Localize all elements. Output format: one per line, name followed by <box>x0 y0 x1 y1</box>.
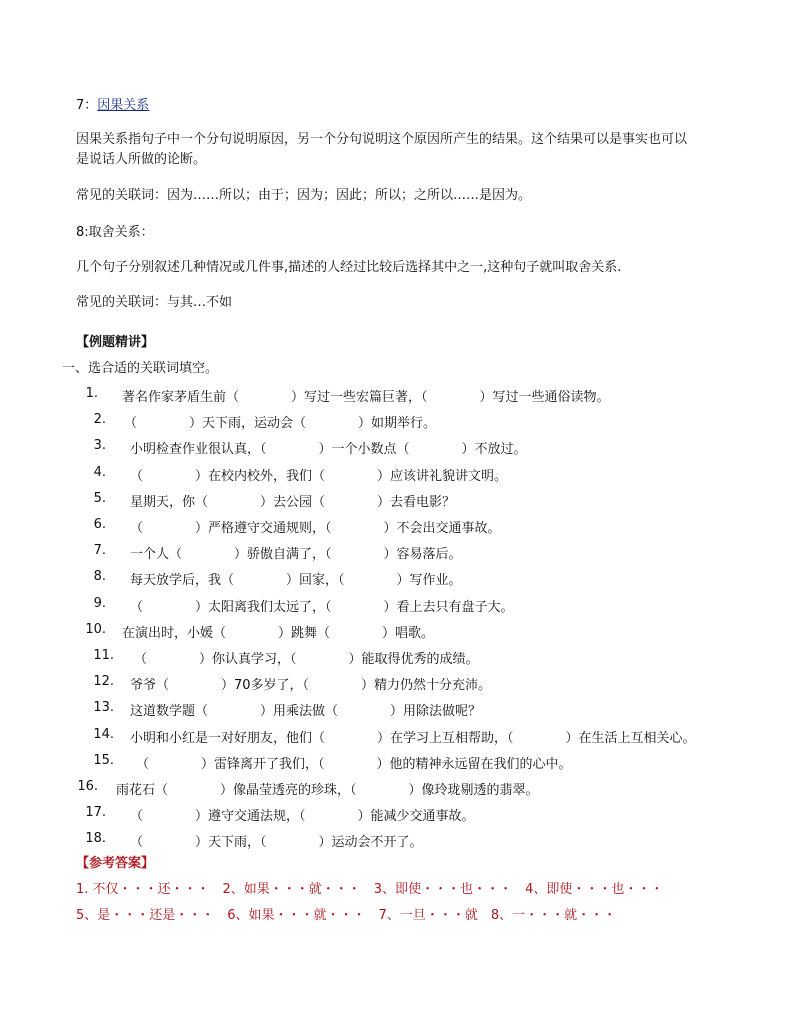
section7-heading <box>76 94 149 113</box>
section8-title: 8:取舍关系： <box>76 225 154 240</box>
question-number: 18. <box>85 831 106 847</box>
question-number: 9. <box>93 595 106 611</box>
section7-keywords: 常见的关联词：因为……所以；由于；因为；因此；所以；之所以……是因为。 <box>76 188 532 203</box>
question-text: 在演出时，小媛（ ）跳舞（ ）唱歌。 <box>122 625 435 641</box>
question-number: 2. <box>93 412 106 428</box>
question-text: （ ）天下雨，（ ）运动会不开了。 <box>130 835 423 851</box>
question-text: 每天放学后，我（ ）回家，（ ）写作业。 <box>130 573 462 589</box>
section8-paragraph: 几个句子分别叙述几种情况或几件事,描述的人经过比较后选择其中之一,这种句子就叫取舍关系. <box>76 260 622 275</box>
question-number: 6. <box>93 517 106 532</box>
question-number: 10. <box>85 621 106 637</box>
question-number: 17. <box>85 805 106 821</box>
question-number: 4. <box>93 464 106 480</box>
answers-line2: 5、是・・・还是・・・ 6、如果・・・就・・・ 7、一旦・・・就 8、一・・・就・・・ <box>76 908 617 923</box>
question-text: （ ）在校内校外，我们（ ）应该讲礼貌讲文明。 <box>130 468 508 484</box>
section7-prefix: 7： <box>76 98 98 113</box>
question-text: 小明和小红是一对好朋友，他们（ ）在学习上互相帮助，（ ）在生活上互相关心。 <box>130 730 696 746</box>
question-text: （ ）遵守交通法规，（ ）能减少交通事故。 <box>130 809 475 825</box>
answers-heading: 【参考答案】 <box>76 856 155 871</box>
question-number: 11. <box>93 648 114 663</box>
section7-title-link[interactable]: 因果关系 <box>97 98 150 113</box>
examples-heading: 【例题精讲】 <box>76 335 155 350</box>
question-number: 12. <box>93 674 114 690</box>
question-text: 星期天，你（ ）去公园（ ）去看电影？ <box>130 494 456 510</box>
answers-line1: 1. 不仅・・・还・・・ 2、如果・・・就・・・ 3、即使・・・也・・・ 4、即使・・・也・・・ <box>76 882 664 897</box>
question-text: （ ）雷锋离开了我们，（ ）他的精神永远留在我们的心中。 <box>136 756 572 772</box>
question-number: 15. <box>93 752 114 768</box>
question-text: 一个人（ ）骄傲自满了，（ ）容易落后。 <box>130 547 462 563</box>
question-number: 13. <box>93 700 114 716</box>
question-text: 雨花石（ ）像晶莹透亮的珍珠，（ ）像玲珑剔透的翡翠。 <box>116 783 539 798</box>
question-text: （ ）你认真学习，（ ）能取得优秀的成绩。 <box>134 652 479 667</box>
question-number: 8. <box>93 569 106 585</box>
question-text: （ ）严格遵守交通规则，（ ）不会出交通事故。 <box>130 521 501 536</box>
question-text: 爷爷（ ）70多岁了，（ ）精力仍然十分充沛。 <box>130 678 492 694</box>
question-number: 14. <box>93 726 114 742</box>
question-number: 1. <box>85 386 98 401</box>
question-number: 3. <box>93 438 106 454</box>
section7-paragraph-line1: 因果关系指句子中一个分句说明原因，另一个分句说明这个原因所产生的结果。这个结果可以是事实也可以 <box>76 132 688 147</box>
question-text: （ ）太阳离我们太远了，（ ）看上去只有盘子大。 <box>130 599 514 615</box>
question-number: 5. <box>93 490 106 506</box>
question-text: 这道数学题（ ）用乘法做（ ）用除法做呢？ <box>130 704 482 720</box>
question-text: 著名作家茅盾生前（ ）写过一些宏篇巨著，（ ）写过一些通俗读物。 <box>122 390 610 405</box>
question-text: 小明检查作业很认真，（ ）一个小数点（ ）不放过。 <box>130 442 527 458</box>
section7-paragraph-line2: 是说话人所做的论断。 <box>76 152 207 167</box>
section8-keywords: 常见的关联词：与其…不如 <box>76 295 233 310</box>
question-text: （ ）天下雨，运动会（ ）如期举行。 <box>124 416 437 432</box>
question-number: 7. <box>93 543 106 559</box>
question-number: 16. <box>77 779 98 794</box>
examples-instruction: 一、选合适的关联词填空。 <box>62 361 219 376</box>
